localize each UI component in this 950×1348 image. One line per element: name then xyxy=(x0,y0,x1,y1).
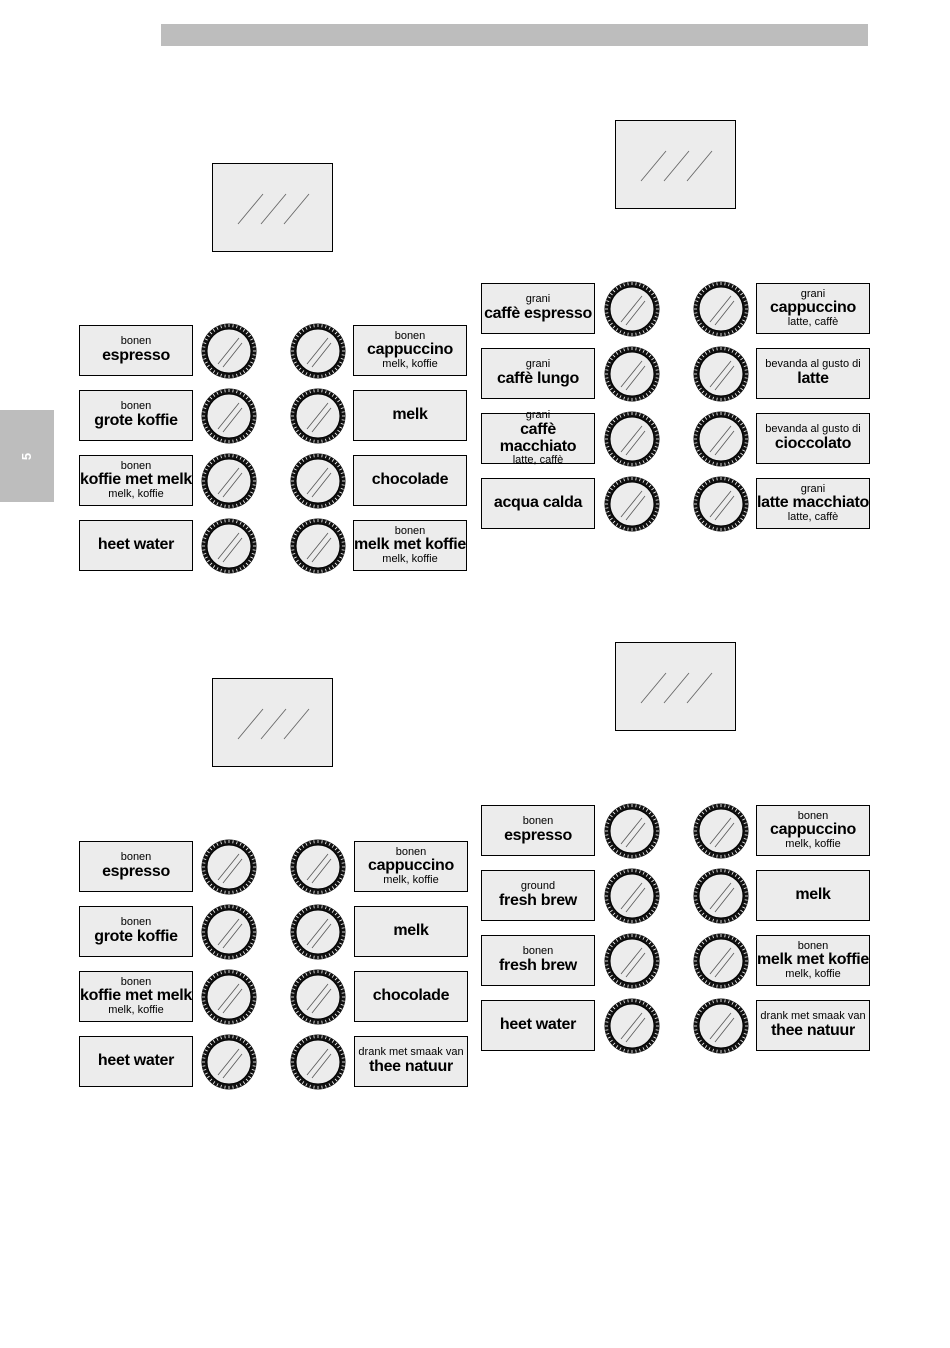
label-main: heet water xyxy=(97,1052,175,1070)
label-main: melk met koffie xyxy=(757,951,869,969)
label-top: grani xyxy=(525,409,551,422)
display-screen xyxy=(615,120,736,209)
selection-knob[interactable] xyxy=(290,388,346,444)
selection-knob[interactable] xyxy=(604,411,660,467)
drink-label xyxy=(481,805,595,856)
label-sub: latte, caffè xyxy=(787,510,839,523)
label-sub: melk, koffie xyxy=(382,357,438,370)
selection-knob[interactable] xyxy=(693,476,749,532)
drink-label xyxy=(79,520,193,571)
selection-knob[interactable] xyxy=(604,998,660,1054)
label-top: bonen xyxy=(120,916,152,929)
label-top: bonen xyxy=(120,459,152,472)
drink-label xyxy=(481,1000,595,1051)
selection-knob[interactable] xyxy=(693,346,749,402)
selection-knob[interactable] xyxy=(604,346,660,402)
label-top: bevanda al gusto di xyxy=(765,423,861,436)
drink-label xyxy=(353,455,467,506)
label-sub: melk, koffie xyxy=(785,837,841,850)
drink-label xyxy=(481,348,595,399)
drink-label xyxy=(353,390,467,441)
selection-knob[interactable] xyxy=(201,518,257,574)
label-top: bonen xyxy=(797,939,829,952)
selection-knob[interactable] xyxy=(290,323,346,379)
drink-label xyxy=(353,325,467,376)
label-top: bevanda al gusto di xyxy=(765,358,861,371)
drink-label xyxy=(79,841,193,892)
display-screen xyxy=(212,163,333,252)
selection-knob[interactable] xyxy=(693,411,749,467)
drink-label xyxy=(756,348,870,399)
label-main: thee natuur xyxy=(771,1021,855,1039)
drink-label xyxy=(756,413,870,464)
selection-knob[interactable] xyxy=(201,1034,257,1090)
drink-label xyxy=(756,283,870,334)
selection-knob[interactable] xyxy=(693,803,749,859)
label-main: fresh brew xyxy=(499,956,577,974)
label-sub: melk, koffie xyxy=(108,487,164,500)
label-main: espresso xyxy=(102,346,170,364)
label-top: bonen xyxy=(394,524,426,537)
label-sub: latte, caffè xyxy=(787,315,839,328)
label-main: melk xyxy=(393,922,429,940)
drink-label xyxy=(353,520,467,571)
label-main: heet water xyxy=(499,1016,577,1034)
drink-label xyxy=(756,805,870,856)
label-main: acqua calda xyxy=(493,494,583,512)
selection-knob[interactable] xyxy=(201,388,257,444)
label-top: bonen xyxy=(522,815,554,828)
selection-knob[interactable] xyxy=(201,969,257,1025)
selection-knob[interactable] xyxy=(290,518,346,574)
label-main: chocolade xyxy=(371,471,449,489)
label-top: bonen xyxy=(522,945,554,958)
label-main: heet water xyxy=(97,536,175,554)
label-sub: melk, koffie xyxy=(785,967,841,980)
drink-label xyxy=(79,390,193,441)
label-main: fresh brew xyxy=(499,891,577,909)
label-top: drank met smaak van xyxy=(358,1046,464,1059)
label-top: bonen xyxy=(120,851,152,864)
drink-label xyxy=(481,870,595,921)
selection-knob[interactable] xyxy=(604,476,660,532)
selection-knob[interactable] xyxy=(290,969,346,1025)
selection-knob[interactable] xyxy=(290,839,346,895)
selection-knob[interactable] xyxy=(290,1034,346,1090)
selection-knob[interactable] xyxy=(604,281,660,337)
label-main: grote koffie xyxy=(94,927,178,945)
label-main: latte xyxy=(797,369,829,387)
label-top: bonen xyxy=(120,975,152,988)
drink-label xyxy=(79,1036,193,1087)
selection-knob[interactable] xyxy=(693,998,749,1054)
display-screen xyxy=(615,642,736,731)
selection-knob[interactable] xyxy=(693,281,749,337)
label-top: drank met smaak van xyxy=(760,1010,866,1023)
drink-label xyxy=(481,478,595,529)
selection-knob[interactable] xyxy=(201,904,257,960)
drink-label xyxy=(756,935,870,986)
selection-knob[interactable] xyxy=(604,803,660,859)
label-top: ground xyxy=(520,880,556,893)
selection-knob[interactable] xyxy=(201,453,257,509)
selection-knob[interactable] xyxy=(693,933,749,989)
selection-knob[interactable] xyxy=(290,453,346,509)
label-sub: latte, caffè xyxy=(512,454,564,467)
drink-label xyxy=(481,409,595,467)
selection-knob[interactable] xyxy=(201,323,257,379)
selection-knob[interactable] xyxy=(604,933,660,989)
drink-label xyxy=(79,971,193,1022)
selection-knob[interactable] xyxy=(604,868,660,924)
label-sub: melk, koffie xyxy=(108,1003,164,1016)
drink-label xyxy=(354,841,468,892)
label-main: cappuccino xyxy=(368,857,454,875)
label-top: bonen xyxy=(797,809,829,822)
drink-label xyxy=(481,283,595,334)
label-sub: melk, koffie xyxy=(382,552,438,565)
label-main: koffie met melk xyxy=(80,471,192,489)
label-top: grani xyxy=(525,293,551,306)
label-main: cappuccino xyxy=(367,341,453,359)
label-main: melk met koffie xyxy=(354,536,466,554)
label-main: grote koffie xyxy=(94,411,178,429)
drink-label xyxy=(79,906,193,957)
label-sub: melk, koffie xyxy=(383,873,439,886)
label-main: caffè macchiato xyxy=(499,420,577,455)
drink-label xyxy=(756,870,870,921)
label-main: cappuccino xyxy=(770,299,856,317)
label-top: bonen xyxy=(395,845,427,858)
drink-label xyxy=(354,971,468,1022)
drink-label xyxy=(354,1036,468,1087)
label-top: bonen xyxy=(120,400,152,413)
page-tab xyxy=(0,410,54,502)
label-main: espresso xyxy=(504,826,572,844)
label-top: grani xyxy=(525,358,551,371)
label-main: thee natuur xyxy=(369,1057,453,1075)
label-main: caffè lungo xyxy=(496,369,580,387)
label-top: bonen xyxy=(120,335,152,348)
label-top: grani xyxy=(800,287,826,300)
label-main: espresso xyxy=(102,862,170,880)
page-number: 5 xyxy=(19,452,35,460)
label-main: melk xyxy=(392,406,428,424)
drink-label xyxy=(354,906,468,957)
display-screen xyxy=(212,678,333,767)
label-top: bonen xyxy=(394,329,426,342)
selection-knob[interactable] xyxy=(201,839,257,895)
drink-label xyxy=(79,455,193,506)
drink-label xyxy=(756,1000,870,1051)
label-main: caffè espresso xyxy=(484,304,592,322)
label-main: chocolade xyxy=(372,987,450,1005)
label-main: cioccolato xyxy=(774,434,852,452)
selection-knob[interactable] xyxy=(290,904,346,960)
label-main: latte macchiato xyxy=(757,494,869,512)
drink-label xyxy=(481,935,595,986)
label-main: melk xyxy=(795,886,831,904)
selection-knob[interactable] xyxy=(693,868,749,924)
header-bar xyxy=(161,24,868,46)
drink-label xyxy=(79,325,193,376)
label-main: koffie met melk xyxy=(80,987,192,1005)
label-main: cappuccino xyxy=(770,821,856,839)
label-top: grani xyxy=(800,482,826,495)
drink-label xyxy=(756,478,870,529)
